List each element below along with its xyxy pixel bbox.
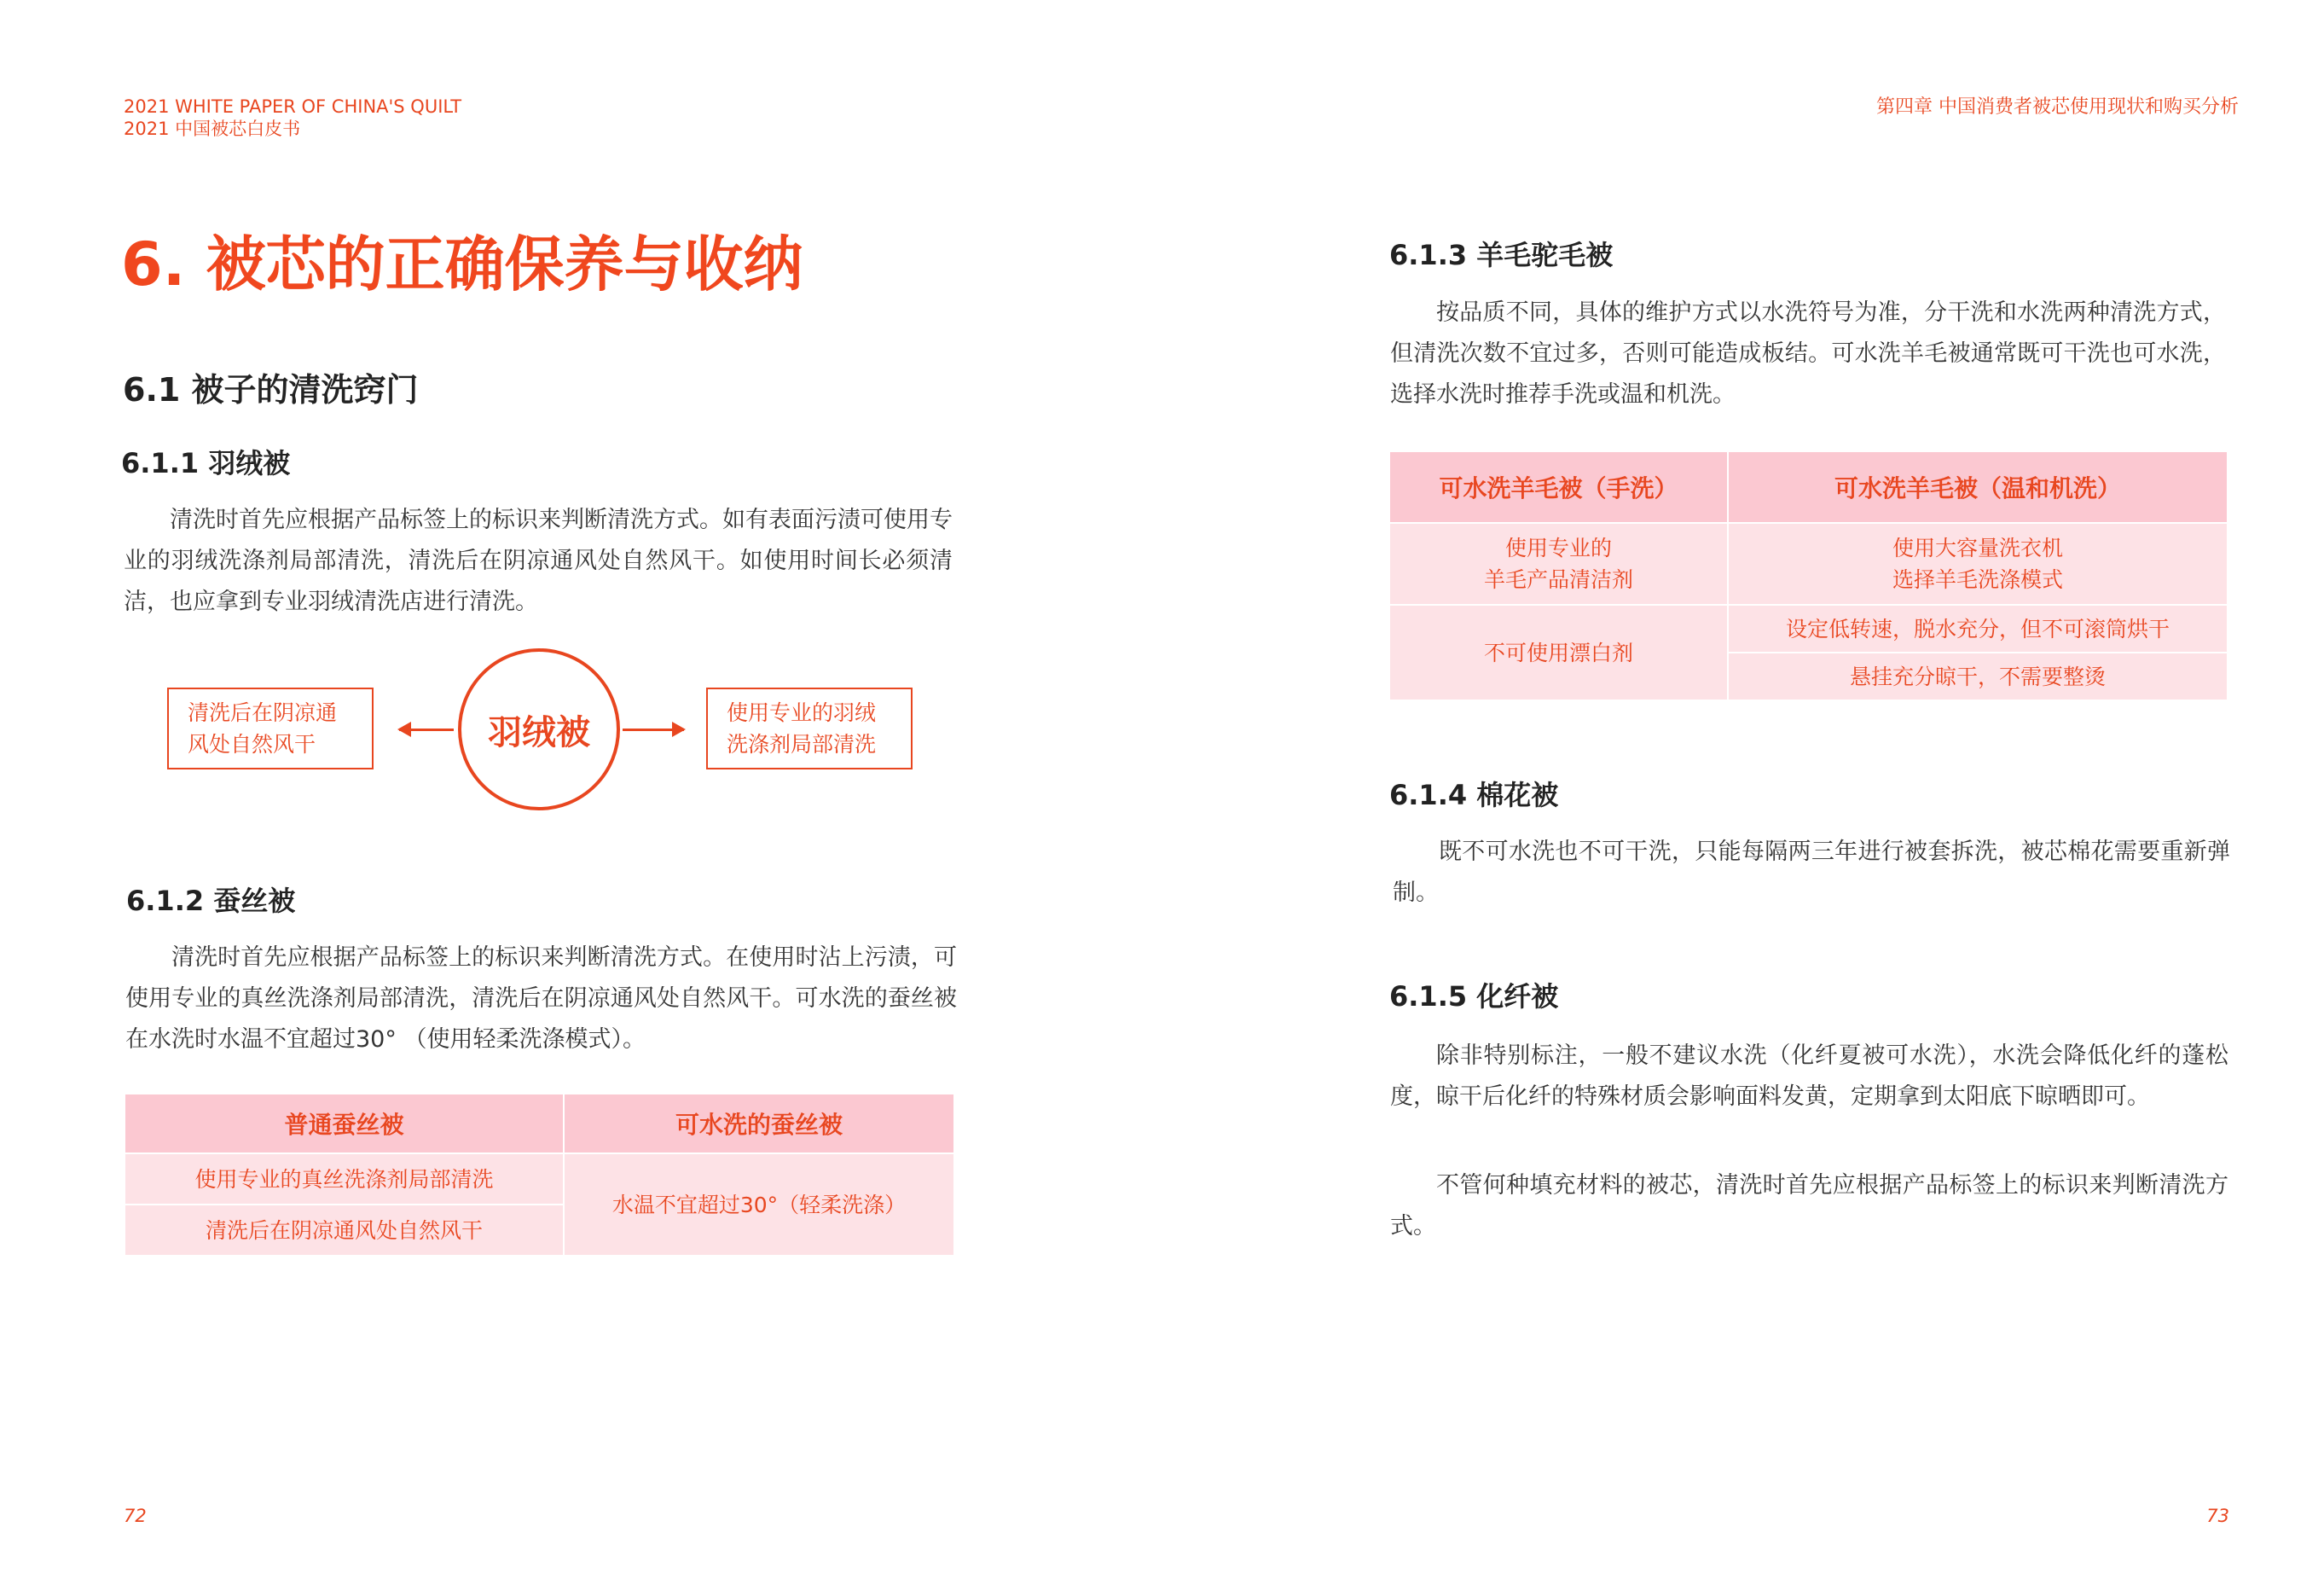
wool-table-cell-cleaner (1389, 523, 1728, 605)
wool-table-cell-cleaner-line1: 使用专业的 (1504, 536, 1612, 560)
wool-table-cell-cleaner-line2: 羊毛产品清洁剂 (1483, 567, 1633, 592)
running-header-left (124, 96, 461, 140)
silk-table-cell-detergent: 使用专业的真丝洗涤剂局部清洗 (125, 1153, 564, 1205)
subsection-heading-down: 6.1.1 羽绒被 (121, 447, 291, 479)
silk-quilt-table (124, 1093, 955, 1257)
paragraph-wool: 按品质不同，具体的维护方式以水洗符号为准，分干洗和水洗两种清洗方式，但清洗次数不宜过多，否则可能造成板结。可水洗羊毛被通常既可干洗也可水洗，选择水洗时推荐手洗或温和机洗。 (1390, 299, 2226, 408)
silk-table-header-regular: 普通蚕丝被 (125, 1094, 564, 1153)
wool-table-cell-machine (1728, 523, 2228, 605)
header-chinese-title: 2021 中国被芯白皮书 (124, 119, 301, 139)
diagram-center-label: 羽绒被 (488, 712, 590, 752)
section-heading-6-1: 6.1 被子的清洗窍门 (123, 371, 419, 409)
silk-table-cell-water-temp: 水温不宜超过30°（轻柔洗涤） (564, 1153, 954, 1256)
subsection-heading-silk: 6.1.2 蚕丝被 (126, 885, 296, 917)
wool-table-cell-hang-dry: 悬挂充分晾干，不需要整烫 (1728, 653, 2228, 700)
wool-quilt-table (1388, 450, 2228, 701)
wool-table-cell-machine-line2: 选择羊毛洗涤模式 (1892, 567, 2063, 592)
page-number-left: 72 (124, 1506, 147, 1526)
diagram-center-circle (458, 648, 620, 810)
diagram-box-detergent-line2: 洗涤剂局部清洗 (727, 732, 877, 757)
page-number-right: 73 (2206, 1506, 2229, 1526)
paragraph-synthetic-1: 除非特别标注，一般不建议水洗（化纤夏被可水洗），水洗会降低化纤的蓬松度，晾干后化纤的特殊材质会影响面料发黄，定期拿到太阳底下晾晒即可。 (1390, 1042, 2228, 1110)
subsection-heading-cotton: 6.1.4 棉花被 (1389, 779, 1559, 811)
paragraph-synthetic-2: 不管何种填充材料的被芯，清洗时首先应根据产品标签上的标识来判断清洗方式。 (1390, 1172, 2228, 1240)
paragraph-cotton: 既不可水洗也不可干洗，只能每隔两三年进行被套拆洗，被芯棉花需要重新弹制。 (1393, 839, 2230, 906)
silk-table-cell-air-dry: 清洗后在阴凉通风处自然风干 (125, 1205, 564, 1256)
arrow-right-icon (623, 729, 684, 731)
running-header-right: 第四章 中国消费者被芯使用现状和购买分析 (1876, 96, 2239, 118)
silk-table-header-washable: 可水洗的蚕丝被 (564, 1094, 954, 1153)
wool-table-cell-no-bleach: 不可使用漂白剂 (1389, 605, 1728, 700)
subsection-heading-wool: 6.1.3 羊毛驼毛被 (1389, 239, 1614, 271)
wool-table-header-machinewash: 可水洗羊毛被（温和机洗） (1728, 451, 2228, 523)
right-page (1162, 0, 2324, 1585)
wool-table-cell-low-spin: 设定低转速，脱水充分，但不可滚筒烘干 (1728, 605, 2228, 653)
paragraph-silk: 清洗时首先应根据产品标签上的标识来判断清洗方式。在使用时沾上污渍，可使用专业的真丝洗涤剂局部清洗，清洗后在阴凉通风处自然风干。可水洗的蚕丝被在水洗时水温不宜超过30° （使用轻柔洗涤模式）。 (125, 944, 957, 1053)
wool-table-header-handwash: 可水洗羊毛被（手洗） (1389, 451, 1728, 523)
subsection-heading-synthetic: 6.1.5 化纤被 (1389, 980, 1559, 1013)
arrow-left-icon (399, 729, 454, 731)
diagram-box-detergent-line1: 使用专业的羽绒 (727, 700, 877, 725)
diagram-box-dry-line1: 清洗后在阴凉通 (188, 700, 338, 725)
paragraph-down: 清洗时首先应根据产品标签上的标识来判断清洗方式。如有表面污渍可使用专业的羽绒洗涤剂局部清洗，清洗后在阴凉通风处自然风干。如使用时间长必须清洁，也应拿到专业羽绒清洗店进行清洗。 (124, 507, 953, 615)
chapter-section-title: 6. 被芯的正确保养与收纳 (121, 229, 803, 299)
diagram-box-detergent (706, 688, 913, 769)
wool-table-cell-machine-line1: 使用大容量洗衣机 (1892, 536, 2063, 560)
header-english-title: 2021 WHITE PAPER OF CHINA'S QUILT (124, 96, 462, 117)
diagram-box-dry-line2: 风处自然风干 (188, 732, 316, 757)
diagram-box-dry (167, 688, 374, 769)
